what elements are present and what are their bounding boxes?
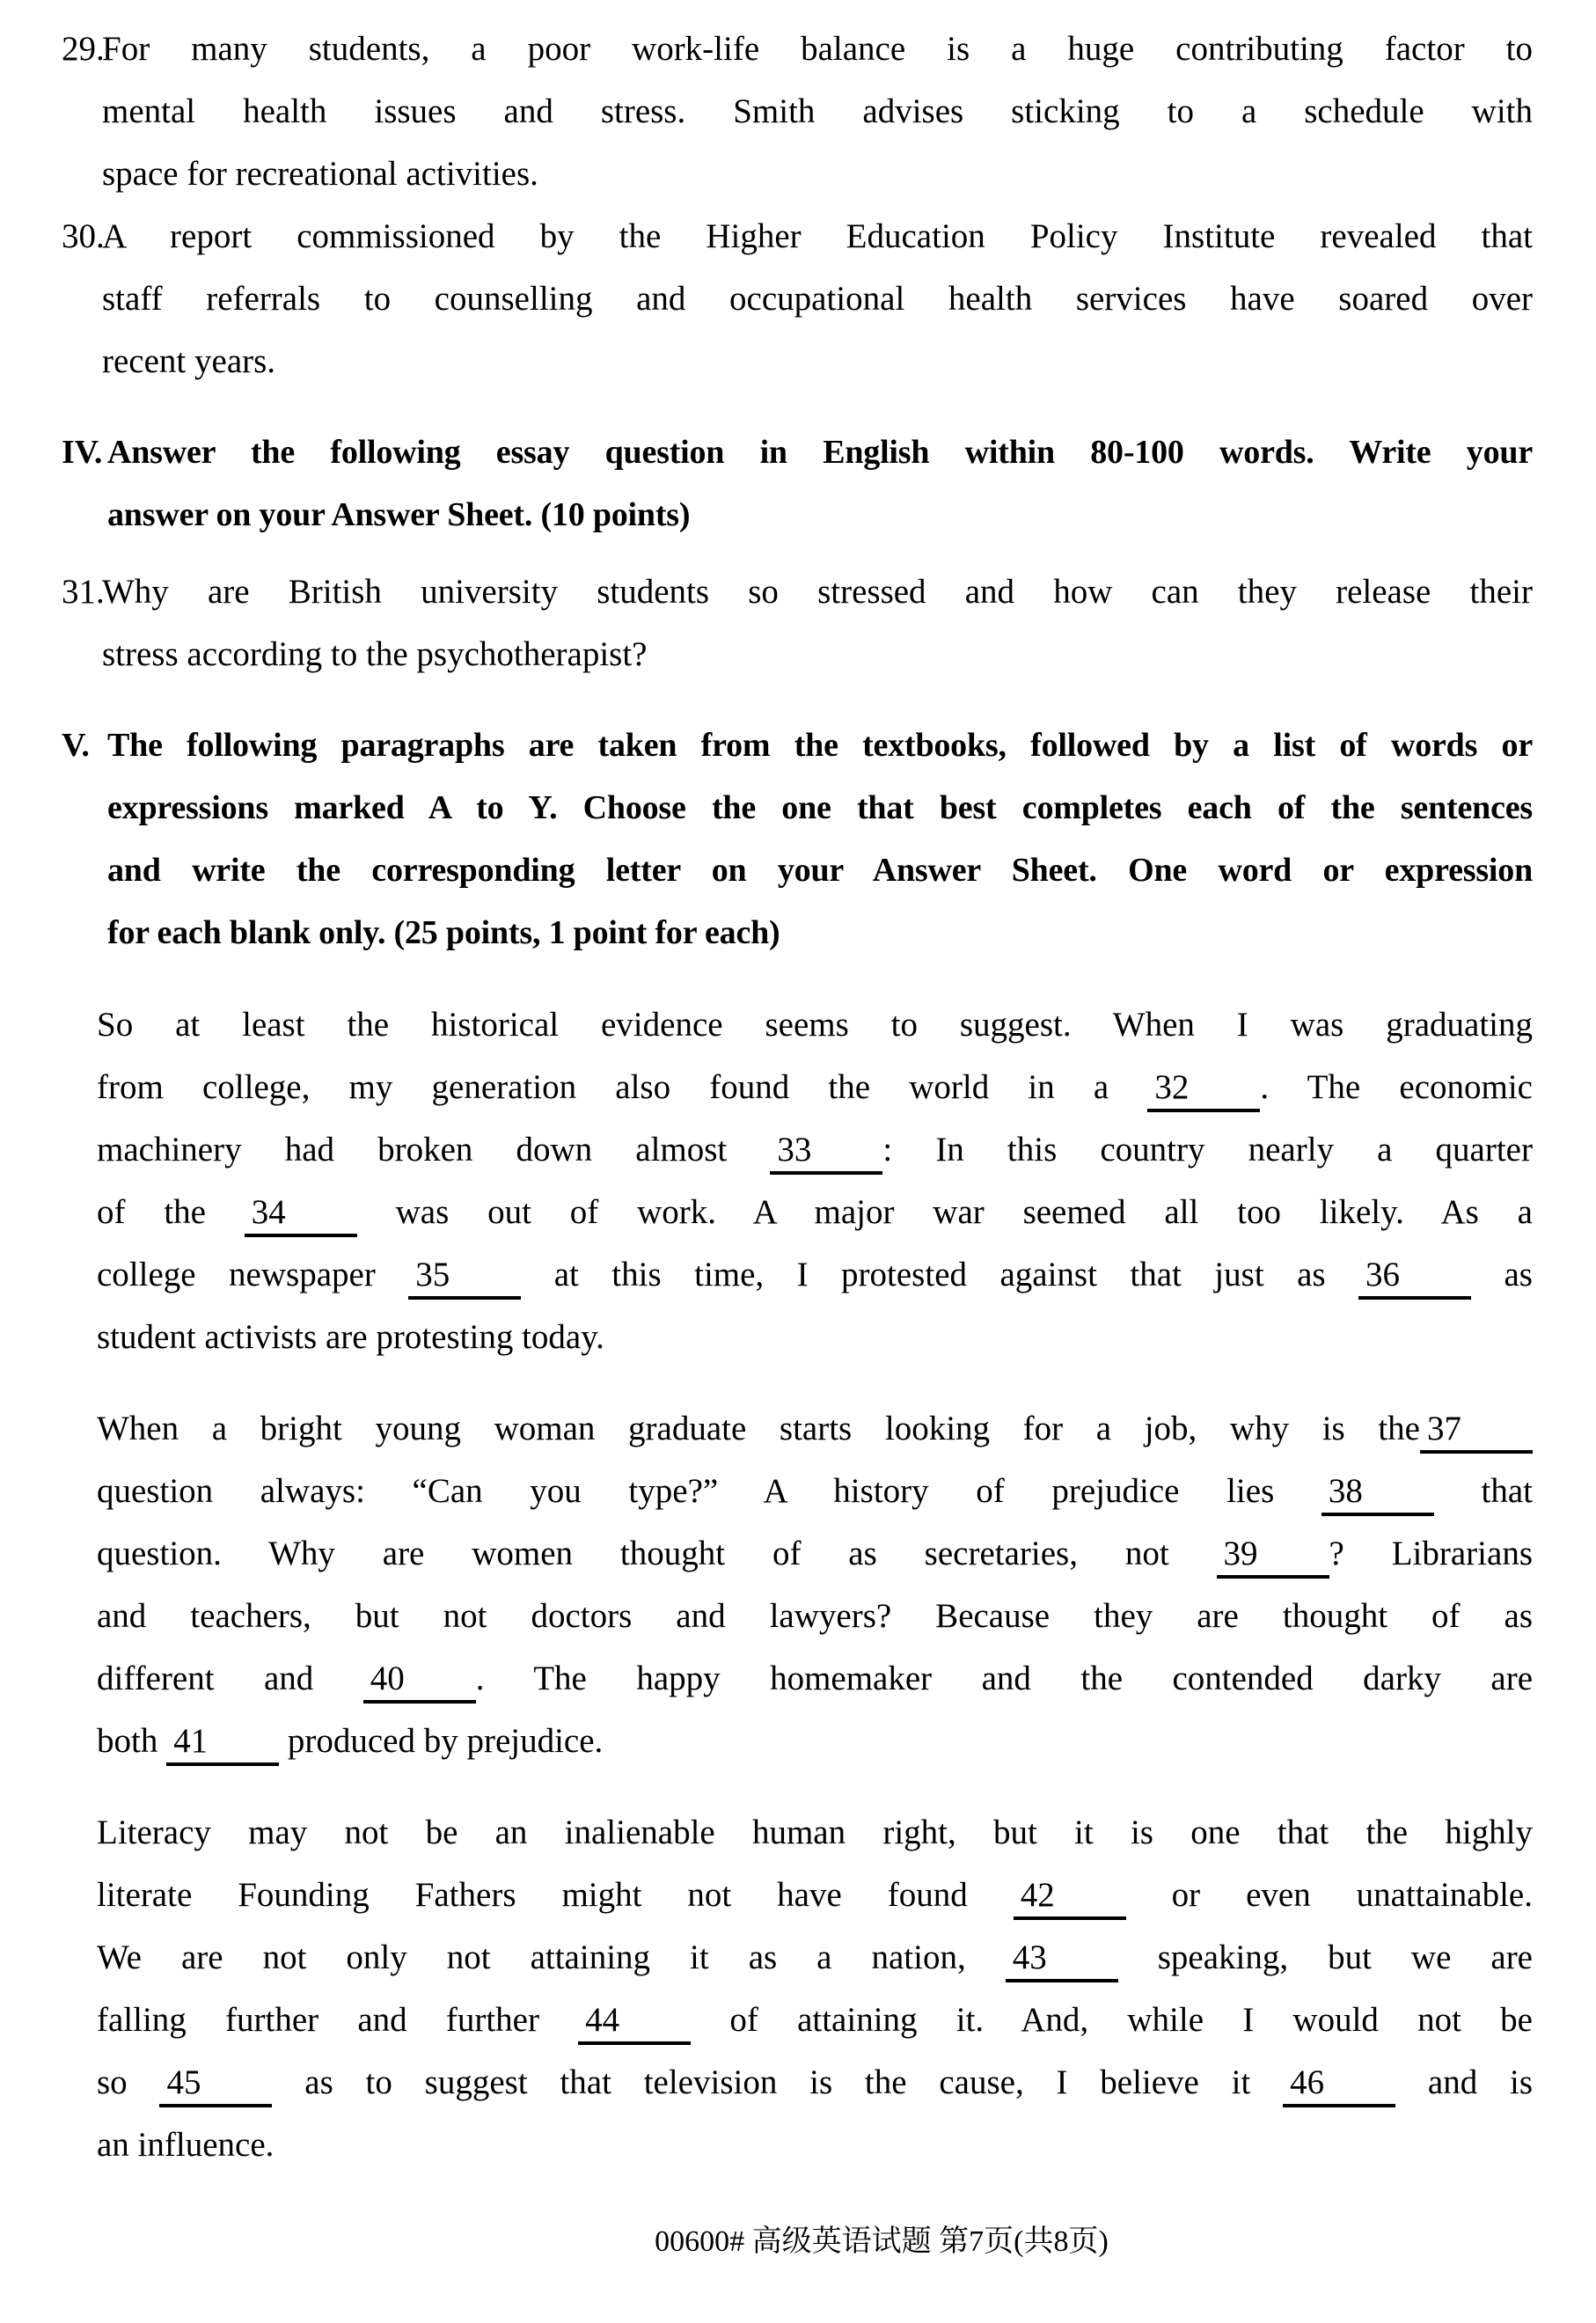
item-29 [62,18,1533,205]
blank-35: 35 [408,1257,521,1300]
page-footer: 00600# 高级英语试题 第7页(共8页) [655,2225,1109,2258]
text-line: The following paragraphs are taken from the textbooks, followed by a list of words or [107,727,1533,764]
item-number: 30. [62,217,105,255]
text-line: college newspaper 35 at this time, I protested against that just as 36 as [97,1243,1533,1306]
text-line: different and 40 . The happy homemaker and the contended darky are [97,1647,1533,1710]
text-line: from college, my generation also found the world in a 32 . The economic [97,1056,1533,1118]
text-line: staff referrals to counselling and occupational health services have soared over [102,280,1533,318]
cloze-paragraph-3 [62,1801,1533,2176]
text-line: of the 34 was out of work. A major war seemed all too likely. As a [97,1181,1533,1243]
blank-43: 43 [1006,1940,1118,1982]
item-30 [62,205,1533,392]
text-line: and teachers, but not doctors and lawyers? Because they are thought of as [97,1597,1533,1635]
text-line: space for recreational activities. [102,155,538,193]
text-line: so 45 as to suggest that television is the cause, I believe it 46 and is [97,2051,1533,2114]
blank-34: 34 [245,1195,357,1237]
text-line: for each blank only. (25 points, 1 point for each) [107,914,780,951]
item-31 [62,561,1533,685]
blank-42: 42 [1014,1878,1126,1920]
cloze-paragraph-2 [62,1397,1533,1772]
item-number: V. [62,727,90,764]
section-iv-header [62,421,1533,546]
text-line: We are not only not attaining it as a nation, 43 speaking, but we are [97,1926,1533,1989]
blank-33: 33 [770,1132,882,1175]
blank-41: 41 [166,1724,279,1766]
text-line: When a bright young woman graduate starts looking for a job, why is the 37 [97,1397,1533,1460]
item-number: 29. [62,30,105,68]
blank-45: 45 [159,2065,272,2107]
blank-40: 40 [363,1661,476,1704]
blank-36: 36 [1358,1257,1471,1300]
section-v-header [62,714,1533,964]
item-number: 31. [62,573,105,611]
blank-44: 44 [578,2003,691,2045]
text-line: an influence. [97,2126,275,2164]
text-line: and write the corresponding letter on your Answer Sheet. One word or expression [107,852,1533,889]
item-number: IV. [62,434,103,471]
text-line: expressions marked A to Y. Choose the one that best completes each of the sentences [107,789,1533,826]
text-line: question always: “Can you type?” A history of prejudice lies 38 that [97,1460,1533,1522]
text-line: both 41 produced by prejudice. [97,1710,1533,1772]
blank-38: 38 [1321,1474,1434,1516]
text-line: Literacy may not be an inalienable human right, but it is one that the highly [97,1814,1533,1851]
text-line: machinery had broken down almost 33 : In this country nearly a quarter [97,1118,1533,1181]
cloze-paragraph-1 [62,993,1533,1368]
text-line: Answer the following essay question in English within 80-100 words. Write your [107,434,1533,471]
text-line: falling further and further 44 of attaining it. And, while I would not be [97,1989,1533,2051]
text-line: A report commissioned by the Higher Education Policy Institute revealed that [102,217,1533,255]
text-line: Why are British university students so stressed and how can they release their [102,573,1533,611]
blank-39: 39 [1217,1536,1329,1579]
text-line: stress according to the psychotherapist? [102,635,648,673]
blank-46: 46 [1283,2065,1395,2107]
text-line: question. Why are women thought of as secretaries, not 39 ? Librarians [97,1522,1533,1585]
text-line: answer on your Answer Sheet. (10 points) [107,496,691,533]
text-line: literate Founding Fathers might not have found 42 or even unattainable. [97,1864,1533,1926]
blank-32: 32 [1147,1070,1260,1112]
text-line: mental health issues and stress. Smith advises sticking to a schedule with [102,92,1533,130]
text-line: student activists are protesting today. [97,1318,604,1356]
text-line: For many students, a poor work-life balance is a huge contributing factor to [102,30,1533,68]
blank-37: 37 [1420,1411,1533,1454]
text-line: So at least the historical evidence seems to suggest. When I was graduating [97,1006,1533,1044]
text-line: recent years. [102,342,276,380]
